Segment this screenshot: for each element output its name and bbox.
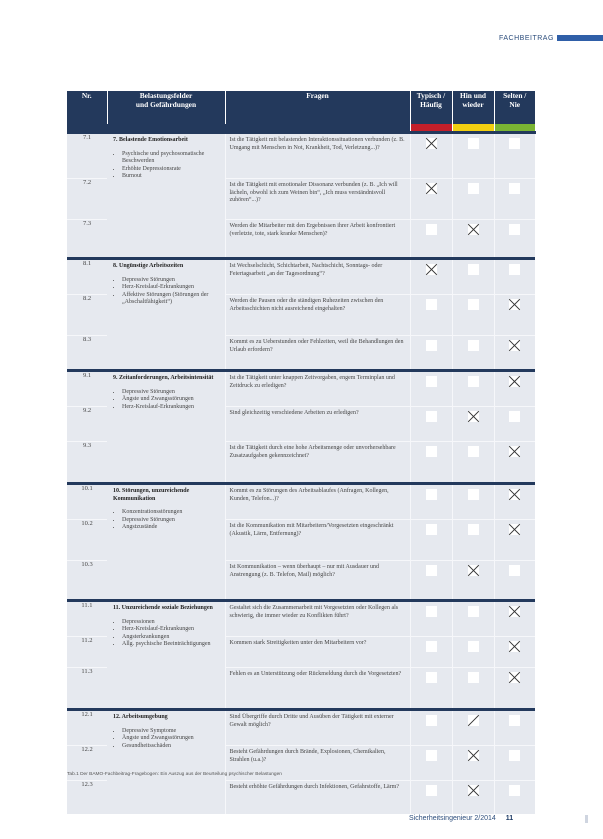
checkbox-cell-typisch (410, 179, 452, 220)
checkbox-selten[interactable] (509, 183, 520, 194)
question-text: Besteht Gefährdungen durch Brände, Explosionen, Chemikalien, Strahlen (u.a.)? (225, 746, 410, 781)
checkbox-hin-und-wieder[interactable] (468, 750, 479, 761)
consequence-item: • Erhöhte Depressionsrate (122, 166, 221, 174)
checkbox-cell-selten (494, 220, 535, 259)
category-cell (107, 601, 225, 710)
checkbox-cell-typisch (410, 781, 452, 815)
checkbox-cell-selten (494, 561, 535, 601)
checkbox-hin-und-wieder[interactable] (468, 411, 479, 422)
checkbox-cell-hin-und-wieder (452, 295, 494, 336)
colorbar-yellow (452, 124, 494, 133)
checkbox-typisch[interactable] (426, 446, 437, 457)
category-title: 8. Ungünstige Arbeitszeiten (113, 263, 184, 269)
checkbox-cell-selten (494, 781, 535, 815)
question-text: Ist Kommunikation – wenn überhaupt – nur mit Ausdauer und Anstrengung (z. B. Telefon, Mail) möglich? (225, 561, 410, 601)
header-selten: Selten / Nie (494, 91, 535, 124)
questionnaire-table (67, 91, 536, 814)
checkbox-cell-selten (494, 371, 535, 407)
checkbox-cell-typisch (410, 520, 452, 561)
checkbox-cell-typisch (410, 710, 452, 746)
consequence-item: • Konzentrationsstörungen (122, 509, 221, 517)
checkbox-cell-selten (494, 179, 535, 220)
checkbox-cell-hin-und-wieder (452, 133, 494, 179)
question-text: Sind gleichzeitig verschiedene Arbeiten zu erledigen? (225, 407, 410, 442)
row-number: 12.1 (67, 710, 107, 746)
table-row (67, 133, 535, 179)
table-row (67, 710, 535, 746)
colorbar-green (494, 124, 535, 133)
consequence-item: • Allg. psychische Beeinträchtigungen (122, 641, 221, 649)
checkbox-selten[interactable] (509, 138, 520, 149)
checkbox-cell-hin-und-wieder (452, 259, 494, 295)
footer-accent-bar (585, 815, 588, 823)
checkbox-cell-typisch (410, 336, 452, 371)
checkbox-selten[interactable] (509, 785, 520, 796)
question-text: Kommen stark Streitigkeiten unter den Mitarbeitern vor? (225, 637, 410, 668)
row-number: 9.2 (67, 407, 107, 442)
consequence-item: • Ängste und Zwangsstörungen (122, 735, 221, 743)
question-text: Besteht erhöhte Gefährdungen durch Infektionen, Gefahrstoffe, Lärm? (225, 781, 410, 815)
consequence-item: • Gesundheitsschäden (122, 743, 221, 751)
consequence-item: • Depressive Symptome (122, 728, 221, 736)
header-questions: Fragen (225, 91, 410, 124)
checkbox-typisch[interactable] (426, 785, 437, 796)
consequence-item: • Herz-Kreislauf-Erkrankungen (122, 404, 221, 412)
question-text: Werden die Mitarbeiter mit den Ergebnissen ihrer Arbeit konfrontiert (verletzte, tote, stark kranke Menschen)? (225, 220, 410, 259)
checkbox-cell-hin-und-wieder (452, 520, 494, 561)
checkbox-typisch[interactable] (426, 376, 437, 387)
checkbox-typisch[interactable] (426, 411, 437, 422)
checkbox-selten[interactable] (509, 264, 520, 275)
checkbox-typisch[interactable] (426, 138, 437, 149)
consequence-item: • Burnout (122, 173, 221, 181)
table-row (67, 371, 535, 407)
category-cell (107, 133, 225, 259)
checkbox-cell-hin-und-wieder (452, 601, 494, 637)
checkbox-selten[interactable] (509, 672, 520, 683)
checkbox-cell-hin-und-wieder (452, 407, 494, 442)
checkbox-hin-und-wieder[interactable] (468, 183, 479, 194)
category-cell (107, 259, 225, 371)
question-text: Sind Übergriffe durch Dritte und Ausüben der Tätigkeit mit externer Gewalt möglich? (225, 710, 410, 746)
checkbox-typisch[interactable] (426, 750, 437, 761)
checkbox-typisch[interactable] (426, 641, 437, 652)
checkbox-hin-und-wieder[interactable] (468, 299, 479, 310)
category-title: 12. Arbeitsumgebung (113, 714, 168, 720)
category-title: 11. Unzureichende soziale Beziehungen (113, 605, 213, 611)
checkbox-hin-und-wieder[interactable] (468, 264, 479, 275)
consequence-item: • Ängste und Zwangsstörungen (122, 396, 221, 404)
section-accent-bar (557, 35, 603, 41)
page-footer (409, 815, 513, 822)
table-row (67, 259, 535, 295)
row-number: 11.3 (67, 668, 107, 710)
checkbox-selten[interactable] (509, 224, 520, 235)
row-number: 12.2 (67, 746, 107, 781)
row-number: 10.3 (67, 561, 107, 601)
checkbox-cell-typisch (410, 259, 452, 295)
checkbox-cell-selten (494, 259, 535, 295)
checkbox-cell-hin-und-wieder (452, 668, 494, 710)
checkbox-cell-hin-und-wieder (452, 220, 494, 259)
checkbox-cell-hin-und-wieder (452, 179, 494, 220)
consequence-item: • Angsterkrankungen (122, 634, 221, 642)
consequence-list (113, 509, 221, 532)
question-text: Kommt es zu Ueberstunden oder Fehlzeiten, weil die Behandlungen den Urlaub erfordern? (225, 336, 410, 371)
checkbox-cell-hin-und-wieder (452, 637, 494, 668)
checkbox-typisch[interactable] (426, 524, 437, 535)
category-cell (107, 371, 225, 484)
checkbox-cell-typisch (410, 371, 452, 407)
question-text: Ist die Tätigkeit durch eine hohe Arbeitsmenge oder unvorhersehbare Zusatzaufgaben gekennzeichnet? (225, 442, 410, 484)
checkbox-selten[interactable] (509, 565, 520, 576)
checkbox-cell-selten (494, 336, 535, 371)
question-text: Gestaltet sich die Zusammenarbeit mit Vorgesetzten oder Kollegen als schwierig, die immer wieder zu Konflikten führt? (225, 601, 410, 637)
category-title: 10. Störungen, unzureichende Kommunikation (113, 488, 190, 502)
checkbox-hin-und-wieder[interactable] (468, 565, 479, 576)
checkbox-cell-selten (494, 133, 535, 179)
consequence-list (113, 728, 221, 751)
category-title: 7. Belastende Emotionsarbeit (113, 137, 188, 143)
checkbox-cell-typisch (410, 133, 452, 179)
row-number: 9.3 (67, 442, 107, 484)
question-text: Fehlen es an Unterstützung oder Rückmeldung durch die Vorgesetzten? (225, 668, 410, 710)
question-text: Ist die Kommunikation mit Mitarbeitern/Vorgesetzten eingeschränkt (Akustik, Lärm, Entfernung)? (225, 520, 410, 561)
checkbox-cell-hin-und-wieder (452, 336, 494, 371)
checkbox-typisch[interactable] (426, 606, 437, 617)
checkbox-typisch[interactable] (426, 489, 437, 500)
checkbox-hin-und-wieder[interactable] (468, 641, 479, 652)
row-number: 7.3 (67, 220, 107, 259)
checkbox-selten[interactable] (509, 524, 520, 535)
row-number: 7.2 (67, 179, 107, 220)
table-row (67, 601, 535, 637)
checkbox-typisch[interactable] (426, 715, 437, 726)
checkbox-typisch[interactable] (426, 565, 437, 576)
consequence-item: • Affektive Störungen (Störungen der „Abschaltfähigkeit“) (122, 292, 221, 307)
checkbox-selten[interactable] (509, 411, 520, 422)
row-number: 12.3 (67, 781, 107, 815)
checkbox-cell-typisch (410, 484, 452, 520)
checkbox-hin-und-wieder[interactable] (468, 672, 479, 683)
header-typisch: Typisch / Häufig (410, 91, 452, 124)
question-text: Ist die Tätigkeit mit belastenden Interaktionssituationen verbunden (z. B. Umgang mit Menschen in Not, Krankheit, Tod, Verletzung...)? (225, 133, 410, 179)
checkbox-typisch[interactable] (426, 264, 437, 275)
consequence-item: • Depressive Störungen (122, 277, 221, 285)
checkbox-hin-und-wieder[interactable] (468, 715, 479, 726)
consequence-item: • Depressive Störungen (122, 517, 221, 525)
checkbox-cell-typisch (410, 295, 452, 336)
checkbox-selten[interactable] (509, 606, 520, 617)
category-title: 9. Zeitanforderungen, Arbeitsintensität (113, 375, 214, 381)
checkbox-typisch[interactable] (426, 183, 437, 194)
row-number: 11.1 (67, 601, 107, 637)
row-number: 11.2 (67, 637, 107, 668)
colorbar-red (410, 124, 452, 133)
checkbox-cell-hin-und-wieder (452, 484, 494, 520)
consequence-item: • Depressionen (122, 619, 221, 627)
category-cell (107, 710, 225, 815)
checkbox-selten[interactable] (509, 715, 520, 726)
header-category: Belastungsfelder und Gefährdungen (107, 91, 225, 124)
checkbox-cell-hin-und-wieder (452, 561, 494, 601)
row-number: 10.2 (67, 520, 107, 561)
section-tag: FACHBEITRAG (499, 35, 554, 42)
category-cell (107, 484, 225, 601)
row-number: 7.1 (67, 133, 107, 179)
checkbox-cell-typisch (410, 442, 452, 484)
checkbox-hin-und-wieder[interactable] (468, 376, 479, 387)
checkbox-cell-selten (494, 520, 535, 561)
checkbox-cell-hin-und-wieder (452, 781, 494, 815)
checkbox-selten[interactable] (509, 750, 520, 761)
footer-page-number: 11 (505, 815, 514, 822)
question-text: Werden die Pausen oder die ständigen Ruhezeiten zwischen den Arbeitsschichten nicht ausreichend eingehalten? (225, 295, 410, 336)
checkbox-cell-selten (494, 668, 535, 710)
checkbox-cell-selten (494, 601, 535, 637)
question-text: Kommt es zu Störungen des Arbeitsablaufes (Anfragen, Kollegen, Kunden, Telefon...)? (225, 484, 410, 520)
checkbox-cell-typisch (410, 220, 452, 259)
row-number: 10.1 (67, 484, 107, 520)
checkbox-cell-hin-und-wieder (452, 371, 494, 407)
checkbox-cell-typisch (410, 668, 452, 710)
consequence-item: • Angstzustände (122, 524, 221, 532)
checkbox-hin-und-wieder[interactable] (468, 524, 479, 535)
checkbox-hin-und-wieder[interactable] (468, 340, 479, 351)
header-nr: Nr. (67, 91, 107, 124)
header-hin-und-wieder: Hin und wieder (452, 91, 494, 124)
consequence-item: • Depressive Störungen (122, 389, 221, 397)
checkbox-cell-selten (494, 442, 535, 484)
checkbox-cell-typisch (410, 561, 452, 601)
question-text: Ist Wechselschicht, Schichtarbeit, Nachtschicht, Sonntags- oder Feiertagsarbeit „an der Tagesordnung“? (225, 259, 410, 295)
checkbox-selten[interactable] (509, 340, 520, 351)
checkbox-cell-selten (494, 407, 535, 442)
consequence-list (113, 389, 221, 412)
question-text: Ist die Tätigkeit mit emotionaler Dissonanz verbunden (z. B. „Ich will lächeln, obwohl ich zum Weinen bin“, „Ich muss verständnisvoll zuhören“...)? (225, 179, 410, 220)
checkbox-hin-und-wieder[interactable] (468, 785, 479, 796)
table-caption: Tab.1 Der BAMO-Fachbeitrag-Fragebogen: Ein Auszug aus der Beurteilung psychischer Belastungen (67, 772, 282, 777)
checkbox-cell-typisch (410, 637, 452, 668)
consequence-list (113, 277, 221, 307)
checkbox-cell-selten (494, 637, 535, 668)
checkbox-hin-und-wieder[interactable] (468, 489, 479, 500)
checkbox-typisch[interactable] (426, 340, 437, 351)
row-number: 8.3 (67, 336, 107, 371)
question-text: Ist die Tätigkeit unter knappen Zeitvorgaben, engem Terminplan und Zeitdruck zu erledigen? (225, 371, 410, 407)
footer-magazine: Sicherheitsingenieur 2/2014 (409, 815, 496, 822)
checkbox-hin-und-wieder[interactable] (468, 224, 479, 235)
checkbox-hin-und-wieder[interactable] (468, 138, 479, 149)
checkbox-cell-typisch (410, 601, 452, 637)
consequence-list (113, 151, 221, 181)
checkbox-typisch[interactable] (426, 672, 437, 683)
checkbox-selten[interactable] (509, 489, 520, 500)
colorbar-spacer (67, 124, 410, 133)
checkbox-cell-selten (494, 710, 535, 746)
checkbox-selten[interactable] (509, 299, 520, 310)
row-number: 8.1 (67, 259, 107, 295)
checkbox-hin-und-wieder[interactable] (468, 446, 479, 457)
checkbox-cell-hin-und-wieder (452, 442, 494, 484)
consequence-item: • Herz-Kreislauf-Erkrankungen (122, 284, 221, 292)
checkbox-cell-selten (494, 484, 535, 520)
checkbox-cell-selten (494, 295, 535, 336)
row-number: 9.1 (67, 371, 107, 407)
checkbox-selten[interactable] (509, 641, 520, 652)
checkbox-hin-und-wieder[interactable] (468, 606, 479, 617)
checkbox-cell-typisch (410, 407, 452, 442)
consequence-item: • Psychische und psychosomatische Beschwerden (122, 151, 221, 166)
checkbox-selten[interactable] (509, 446, 520, 457)
checkbox-selten[interactable] (509, 376, 520, 387)
consequence-list (113, 619, 221, 649)
checkbox-typisch[interactable] (426, 299, 437, 310)
table-row (67, 484, 535, 520)
row-number: 8.2 (67, 295, 107, 336)
checkbox-typisch[interactable] (426, 224, 437, 235)
consequence-item: • Herz-Kreislauf-Erkrankungen (122, 626, 221, 634)
checkbox-cell-hin-und-wieder (452, 710, 494, 746)
